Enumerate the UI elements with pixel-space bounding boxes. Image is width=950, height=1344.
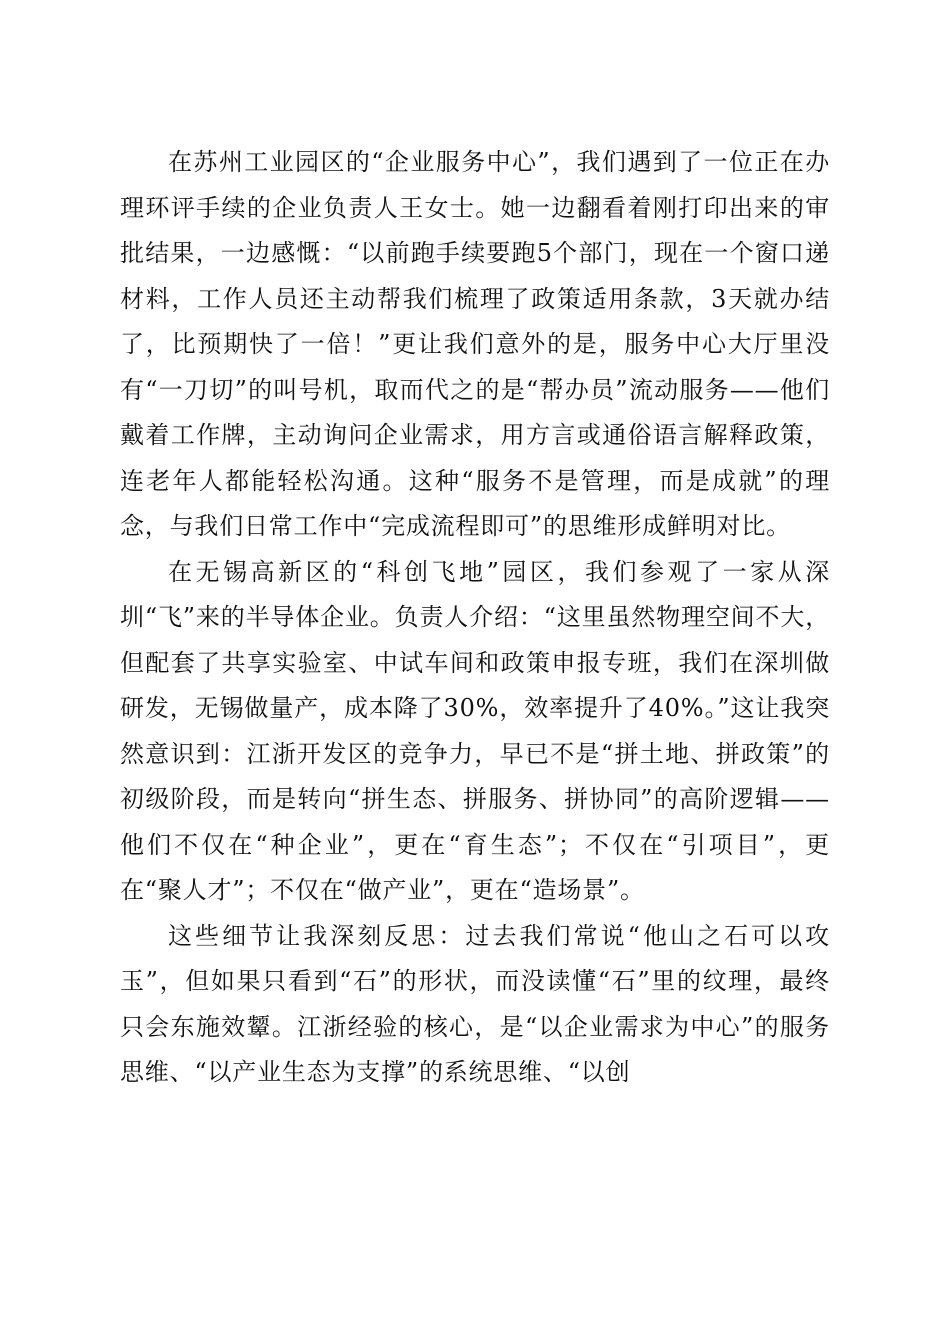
paragraph-reflection: 这些细节让我深刻反思：过去我们常说“他山之石可以攻玉”，但如果只看到“石”的形状，而没读懂“石”里的纹理，最终只会东施效颦。江浙经验的核心，是“以企业需求为中心”的服务思维、“以产业生态为支撑”的系统思维、“以创	[120, 921, 830, 1086]
paragraph-suzhou-service-center: 在苏州工业园区的“企业服务中心”，我们遇到了一位正在办理环评手续的企业负责人王女士。她一边翻看着刚打印出来的审批结果，一边感慨：“以前跑手续要跑5个部门，现在一个窗口递材料，工作人员还主动帮我们梳理了政策适用条款，3天就办结了，比预期快了一倍！”更让我们意外的是，服务中心大厅里没有“一刀切”的叫号机，取而代之的是“帮办员”流动服务——他们戴着工作牌，主动询问企业需求，用方言或通俗语言解释政策，连老年人都能轻松沟通。这种“服务不是管理，而是成就”的理念，与我们日常工作中“完成流程即可”的思维形成鲜明对比。	[120, 148, 830, 540]
document-body	[120, 140, 830, 1096]
paragraph-wuxi-science-enclave: 在无锡高新区的“科创飞地”园区，我们参观了一家从深圳“飞”来的半导体企业。负责人介绍：“这里虽然物理空间不大，但配套了共享实验室、中试车间和政策申报专班，我们在深圳做研发，无锡做量产，成本降了30%，效率提升了40%。”这让我突然意识到：江浙开发区的竞争力，早已不是“拼土地、拼政策”的初级阶段，而是转向“拼生态、拼服务、拼协同”的高阶逻辑——他们不仅在“种企业”，更在“育生态”；不仅在“引项目”，更在“聚人才”；不仅在“做产业”，更在“造场景”。	[120, 557, 830, 904]
